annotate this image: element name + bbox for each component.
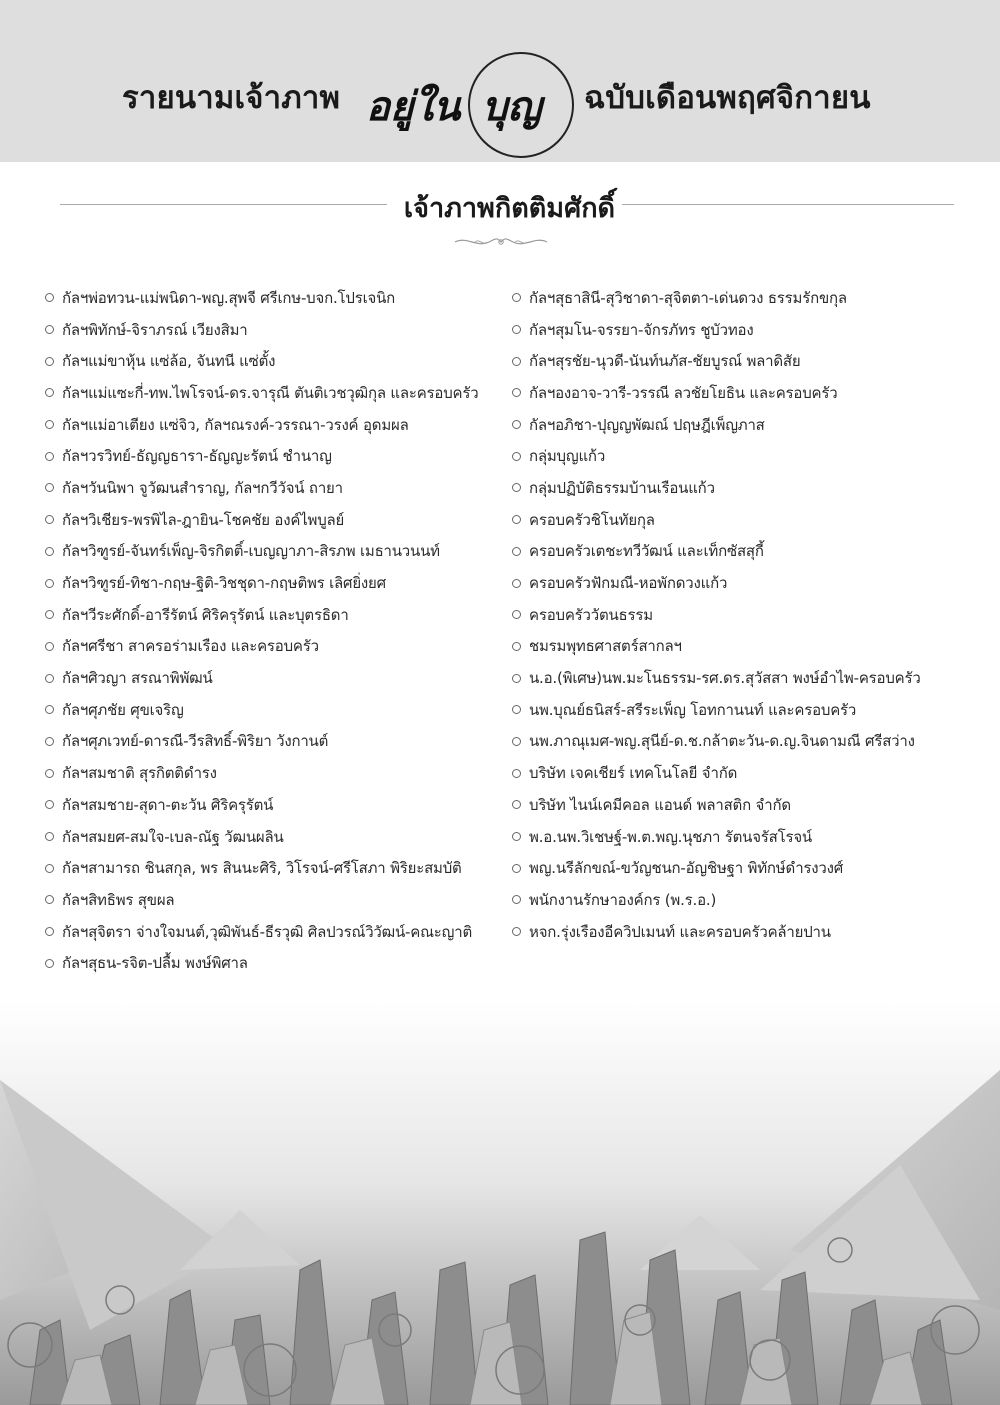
circle-bullet-icon [45, 293, 54, 302]
donor-list-item [512, 884, 962, 916]
donor-name: บริษัท ไนน์เคมีคอล แอนด์ พลาสติก จำกัด [529, 795, 791, 814]
donor-list-item [45, 694, 510, 726]
donor-name: ครอบครัววัตนธรรม [529, 605, 653, 624]
donor-name: กัลฯวิเชียร-พรพิไล-ฎายิน-โชคชัย องค์ไพบูลย์ [62, 510, 345, 529]
donor-name: กัลฯสมยศ-สมใจ-เบล-ณัฐ วัฒนผลิน [62, 827, 284, 846]
donor-name: กัลฯแม่อาเตียง แซ่จิว, กัลฯณรงค์-วรรณา-วรงค์ อุดมผล [62, 415, 409, 434]
donor-list-item [512, 599, 962, 631]
donor-list-item [512, 314, 962, 346]
donor-name: กัลฯสุรชัย-นุวดี-นันท์นภัส-ชัยบูรณ์ พลาดิสัย [529, 352, 801, 371]
circle-bullet-icon [512, 357, 521, 366]
donor-name: พญ.นรีลักขณ์-ขวัญชนก-อัญชิษฐา พิทักษ์ดำรงวงศ์ [529, 859, 844, 878]
circle-bullet-icon [45, 769, 54, 778]
circle-bullet-icon [512, 674, 521, 683]
circle-bullet-icon [45, 388, 54, 397]
donor-list-item [45, 599, 510, 631]
divider-left [60, 204, 387, 205]
donor-name: ชมรมพุทธศาสตร์สากลฯ [529, 637, 682, 656]
circle-bullet-icon [45, 420, 54, 429]
donor-list-item [45, 345, 510, 377]
donor-name: กัลฯพิทักษ์-จิราภรณ์ เวียงสิมา [62, 320, 248, 339]
donor-list-item [512, 726, 962, 758]
donor-name: น.อ.(พิเศษ)นพ.มะโนธรรม-รศ.ดร.สุวัสสา พงษ์อำไพ-ครอบครัว [529, 669, 921, 688]
donor-list-item [512, 821, 962, 853]
section-title: เจ้าภาพกิตติมศักดิ์ [403, 193, 616, 224]
donor-name: พ.อ.นพ.วิเชษฐ์-พ.ต.พญ.นุชภา รัตนจรัสโรจน์ [529, 827, 812, 846]
donor-list-item [45, 662, 510, 694]
header-title-left: รายนามเจ้าภาพ [122, 80, 341, 116]
header-title-right: ฉบับเดือนพฤศจิกายน [584, 80, 871, 116]
donor-list-item [512, 440, 962, 472]
section-heading [60, 186, 954, 226]
donor-list-item [45, 536, 510, 568]
donor-list-item [45, 282, 510, 314]
donor-list-item [512, 916, 962, 948]
magazine-logo [362, 52, 584, 162]
circle-bullet-icon [512, 293, 521, 302]
donor-name: กัลฯสุมโน-จรรยา-จักรภัทร ชูบัวทอง [529, 320, 754, 339]
circle-bullet-icon [45, 832, 54, 841]
circle-bullet-icon [512, 325, 521, 334]
donor-name: กัลฯองอาจ-วารี-วรรณี ลวชัยโยธิน และครอบครัว [529, 383, 838, 402]
donor-list-item [45, 631, 510, 663]
donor-list-item [512, 662, 962, 694]
donor-list-item [45, 821, 510, 853]
circle-bullet-icon [45, 864, 54, 873]
donor-list-left [45, 282, 510, 979]
crystal-scenery-illustration [0, 1000, 1000, 1405]
circle-bullet-icon [512, 832, 521, 841]
circle-bullet-icon [45, 610, 54, 619]
header-band [0, 0, 1000, 162]
donor-name: กัลฯวิฑูรย์-ทิชา-กฤษ-ฐิติ-วิชชุดา-กฤษติพร เลิศยิ่งยศ [62, 574, 386, 593]
circle-bullet-icon [512, 547, 521, 556]
donor-list-item [45, 472, 510, 504]
circle-bullet-icon [512, 800, 521, 809]
donor-list-item [512, 345, 962, 377]
donor-name: กัลฯวิฑูรย์-จันทร์เพ็ญ-จิรกิตติ์-เบญญาภา-สิรภพ เมธานวนนท์ [62, 542, 440, 561]
circle-bullet-icon [45, 483, 54, 492]
circle-bullet-icon [512, 927, 521, 936]
donor-name: กัลฯศิวญา สรณาพิพัฒน์ [62, 669, 213, 688]
circle-bullet-icon [512, 642, 521, 651]
donor-list-item [512, 631, 962, 663]
circle-bullet-icon [45, 959, 54, 968]
donor-name: กัลฯอภิชา-ปุญญพัฒณ์ ปฤษฎีเพ็ญภาส [529, 415, 765, 434]
circle-bullet-icon [45, 705, 54, 714]
donor-list-item [512, 757, 962, 789]
donor-name: กลุ่มปฏิบัติธรรมบ้านเรือนแก้ว [529, 478, 715, 497]
donor-list-item [45, 884, 510, 916]
donor-name: กลุ่มบุญแก้ว [529, 447, 606, 466]
circle-bullet-icon [512, 579, 521, 588]
donor-name: กัลฯศุภชัย ศุขเจริญ [62, 700, 184, 719]
donor-name: หจก.รุ่งเรืองอีควิปเมนท์ และครอบครัวคล้ายปาน [529, 922, 831, 941]
circle-bullet-icon [45, 674, 54, 683]
circle-bullet-icon [512, 737, 521, 746]
circle-bullet-icon [45, 895, 54, 904]
donor-list-item [512, 852, 962, 884]
donor-list-item [45, 567, 510, 599]
circle-bullet-icon [512, 610, 521, 619]
donor-list-item [45, 947, 510, 979]
donor-list-item [45, 726, 510, 758]
donor-name: บริษัท เจคเชียร์ เทคโนโลยี จำกัด [529, 764, 738, 783]
donor-name: กัลฯแม่แซะกี่-ทพ.ไพโรจน์-ดร.จารุณี ตันติเวชวุฒิกุล และครอบครัว [62, 383, 479, 402]
circle-bullet-icon [512, 483, 521, 492]
donor-name: กัลฯสิทธิพร สุขผล [62, 890, 175, 909]
donor-name: กัลฯศุภเวทย์-ดารณี-วีรสิทธิ์-พิริยา วังกานต์ [62, 732, 329, 751]
donor-list-item [512, 409, 962, 441]
circle-bullet-icon [512, 864, 521, 873]
circle-bullet-icon [45, 737, 54, 746]
donor-list-item [512, 377, 962, 409]
donor-list-item [512, 694, 962, 726]
circle-bullet-icon [512, 895, 521, 904]
donor-list-item [45, 789, 510, 821]
circle-bullet-icon [512, 515, 521, 524]
donor-name: นพ.บุณย์ธนิสร์-สรีระเพ็ญ โอทกานนท์ และครอบครัว [529, 700, 857, 719]
circle-bullet-icon [45, 357, 54, 366]
donor-list-item [512, 472, 962, 504]
donor-list-item [512, 504, 962, 536]
donor-name: ครอบครัวเตชะทวีวัฒน์ และเท็กซัสสุกี้ [529, 542, 764, 561]
circle-bullet-icon [45, 927, 54, 936]
donor-name: ครอบครัวฟักมณี-หอพักดวงแก้ว [529, 574, 728, 593]
donor-list-item [512, 789, 962, 821]
donor-list-item [45, 852, 510, 884]
circle-bullet-icon [45, 325, 54, 334]
flourish-ornament [453, 234, 549, 250]
circle-bullet-icon [45, 452, 54, 461]
donor-list-item [45, 409, 510, 441]
donor-list-item [512, 567, 962, 599]
circle-bullet-icon [45, 642, 54, 651]
divider-right [622, 204, 954, 205]
donor-name: กัลฯวันนิพา จูวัฒนสำราญ, กัลฯกวีวัจน์ ถายา [62, 478, 343, 497]
circle-bullet-icon [45, 515, 54, 524]
donor-name: ครอบครัวชิโนทัยกุล [529, 510, 655, 529]
donor-name: พนักงานรักษาองค์กร (พ.ร.อ.) [529, 890, 717, 909]
donor-name: กัลฯศรีชา สาครอร่ามเรือง และครอบครัว [62, 637, 319, 656]
donor-list-item [45, 440, 510, 472]
donor-name: กัลฯสมชาติ สุรกิตติดำรง [62, 764, 217, 783]
donor-list-item [512, 282, 962, 314]
circle-bullet-icon [512, 388, 521, 397]
circle-bullet-icon [512, 452, 521, 461]
donor-name: กัลฯสมชาย-สุดา-ตะวัน ศิริครุรัตน์ [62, 795, 274, 814]
circle-bullet-icon [45, 800, 54, 809]
donor-name: กัลฯสามารถ ชินสกุล, พร สินนะศิริ, วิโรจน์-ศรีโสภา พิริยะสมบัติ [62, 859, 462, 878]
donor-list-item [45, 314, 510, 346]
logo-word-2: บุญ [482, 83, 542, 130]
circle-bullet-icon [512, 769, 521, 778]
donor-name: นพ.ภาณุเมศ-พญ.สุนีย์-ด.ช.กล้าตะวัน-ด.ญ.จินดามณี ศรีสว่าง [529, 732, 915, 751]
donor-name: กัลฯแม่ขาหุ้น แซ่ล้อ, จันทนี แซ่ตั้ง [62, 352, 276, 371]
donor-name: กัลฯสุจิตรา จ่างใจมนต์,วุฒิพันธ์-ธีรวุฒิ ศิลปวรณ์วิวัฒน์-คณะญาติ [62, 922, 473, 941]
donor-list-item [45, 757, 510, 789]
donor-name: กัลฯสุธาสินี-สุวิชาดา-สุจิตตา-เด่นดวง ธรรมรักขกุล [529, 288, 847, 307]
circle-bullet-icon [512, 705, 521, 714]
donor-list-item [45, 504, 510, 536]
donor-name: กัลฯวีระศักดิ์-อารีรัตน์ ศิริครุรัตน์ และบุตรธิดา [62, 605, 349, 624]
donor-name: กัลฯสุธน-รจิต-ปลื้ม พงษ์พิศาล [62, 954, 248, 973]
circle-bullet-icon [512, 420, 521, 429]
donor-name: กัลฯวรวิทย์-ธัญญธารา-ธัญญะรัตน์ ชำนาญ [62, 447, 332, 466]
donor-list-right [512, 282, 962, 947]
donor-name: กัลฯพ่อทวน-แม่พนิดา-พญ.สุพจี ศรีเกษ-บจก.โปรเจนิก [62, 288, 396, 307]
logo-word-1: อยู่ใน [366, 83, 461, 130]
circle-bullet-icon [45, 547, 54, 556]
donor-list-item [512, 536, 962, 568]
donor-list-item [45, 377, 510, 409]
circle-bullet-icon [45, 579, 54, 588]
donor-list-item [45, 916, 510, 948]
